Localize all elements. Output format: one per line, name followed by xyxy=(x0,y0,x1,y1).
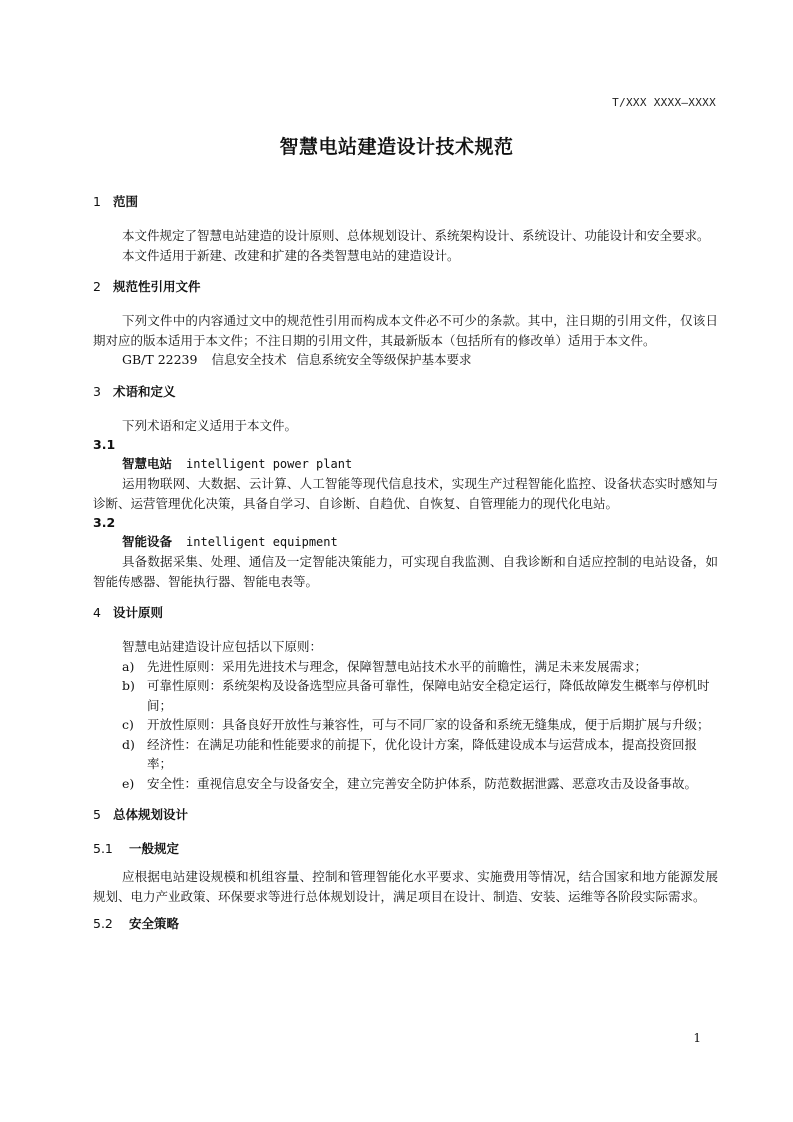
paragraph: 本文件规定了智慧电站建造的设计原则、总体规划设计、系统架构设计、系统设计、功能设计和安全要求。 xyxy=(122,228,710,243)
list-item xyxy=(93,657,718,677)
reference-title-part: 信息安全技术 xyxy=(211,352,287,367)
subsection-number: 5.2 xyxy=(93,916,113,931)
subsection-title: 一般规定 xyxy=(129,841,180,856)
principle-list xyxy=(93,657,718,794)
section-heading-scope xyxy=(93,192,718,212)
term-chinese: 智能设备 xyxy=(122,534,173,549)
document-code: T/XXX XXXX—XXXX xyxy=(612,96,716,109)
section-heading-terms xyxy=(93,382,718,402)
document-body xyxy=(93,192,718,934)
subsection-heading-general xyxy=(93,839,718,859)
subsection-title: 安全策略 xyxy=(129,916,180,931)
list-item-text: 先进性原则：采用先进技术与理念，保障智慧电站技术水平的前瞻性，满足未来发展需求； xyxy=(147,658,648,674)
section-title: 总体规划设计 xyxy=(113,807,189,822)
paragraph: 智慧电站建造设计应包括以下原则： xyxy=(122,639,323,654)
section-heading-overall-planning xyxy=(93,805,718,825)
reference-code: GB/T 22239 xyxy=(122,352,198,367)
paragraph: 下列术语和定义适用于本文件。 xyxy=(122,417,298,433)
subsection-number: 5.1 xyxy=(93,841,113,856)
section-title: 设计原则 xyxy=(113,605,164,620)
subsection-heading-security-strategy xyxy=(93,914,718,934)
section-heading-normative-references xyxy=(93,277,718,297)
list-marker: e) xyxy=(122,775,135,791)
list-marker: a) xyxy=(122,658,135,674)
list-item xyxy=(93,676,718,715)
reference-title-part: 信息系统安全等级保护基本要求 xyxy=(296,352,472,367)
list-item-text: 安全性：重视信息安全与设备安全，建立完善安全防护体系，防范数据泄露、恶意攻击及设备事故。 xyxy=(147,775,698,791)
term-english: intelligent equipment xyxy=(186,535,338,549)
term-entry xyxy=(93,454,718,474)
list-marker: c) xyxy=(122,717,134,732)
term-chinese: 智慧电站 xyxy=(122,456,173,471)
list-item-text: 经济性：在满足功能和性能要求的前提下，优化设计方案，降低建设成本与运营成本，提高投资回报率； xyxy=(147,736,698,771)
paragraph: 本文件适用于新建、改建和扩建的各类智慧电站的建造设计。 xyxy=(122,247,460,263)
paragraph: 应根据电站建设规模和机组容量、控制和管理智能化水平要求、实施费用等情况，结合国家和地方能源发展规划、电力产业政策、环保要求等进行总体规划设计，满足项目在设计、制造、安装、运维等各阶段实际需求。 xyxy=(93,869,718,904)
list-item xyxy=(93,774,718,794)
paragraph: 下列文件中的内容通过文中的规范性引用而构成本文件必不可少的条款。其中，注日期的引用文件，仅该日期对应的版本适用于本文件；不注日期的引用文件，其最新版本（包括所有的修改单）适用于本文件。 xyxy=(93,313,718,348)
list-marker: b) xyxy=(122,678,135,693)
section-title: 范围 xyxy=(113,194,139,209)
term-definition: 运用物联网、大数据、云计算、人工智能等现代信息技术，实现生产过程智能化监控、设备状态实时感知与诊断、运营管理优化决策，具备自学习、自诊断、自趋优、自恢复、自管理能力的现代化电站。 xyxy=(93,476,718,511)
section-title: 规范性引用文件 xyxy=(113,279,201,294)
term-number: 3.1 xyxy=(93,437,116,452)
term-definition: 具备数据采集、处理、通信及一定智能决策能力，可实现自我监测、自我诊断和自适应控制的电站设备，如智能传感器、智能执行器、智能电表等。 xyxy=(93,554,718,589)
list-item-text: 可靠性原则：系统架构及设备选型应具备可靠性，保障电站安全稳定运行，降低故障发生概率与停机时间； xyxy=(147,678,710,713)
term-entry xyxy=(93,532,718,552)
term-english: intelligent power plant xyxy=(186,457,353,471)
section-heading-design-principles xyxy=(93,603,718,623)
section-number: 3 xyxy=(93,383,101,399)
list-item-text: 开放性原则：具备良好开放性与兼容性，可与不同厂家的设备和系统无缝集成，便于后期扩展与升级； xyxy=(147,717,710,732)
section-number: 1 xyxy=(93,194,101,209)
page-number: 1 xyxy=(693,1031,701,1045)
term-number: 3.2 xyxy=(93,515,116,530)
list-marker: d) xyxy=(122,736,135,752)
reference-entry xyxy=(93,350,718,370)
section-number: 4 xyxy=(93,605,101,620)
section-title: 术语和定义 xyxy=(113,383,176,399)
section-number: 2 xyxy=(93,279,101,294)
section-number: 5 xyxy=(93,807,101,822)
document-title: 智慧电站建造设计技术规范 xyxy=(279,136,514,158)
list-item xyxy=(93,735,718,774)
list-item xyxy=(93,715,718,735)
